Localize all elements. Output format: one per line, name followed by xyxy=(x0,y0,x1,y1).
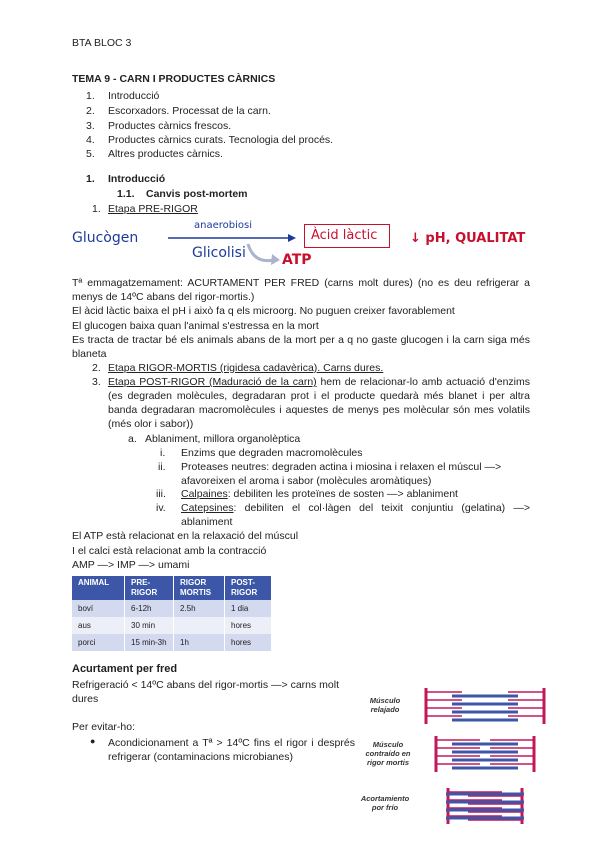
stage-post-rigor xyxy=(108,375,530,431)
table-cell: hores xyxy=(225,634,272,651)
table-row xyxy=(72,617,272,634)
paragraph-glucogen: El glucogen baixa quan l'animal s'estressa en la mort xyxy=(72,320,319,332)
sarcomere-cold-shortening xyxy=(446,788,524,824)
sub-letter: a. xyxy=(128,433,137,445)
stage-title: Etapa PRE-RIGOR xyxy=(108,203,198,215)
subsection-number: 1.1. xyxy=(117,188,135,200)
sub-text: Ablaniment, millora organolèptica xyxy=(145,433,301,445)
acid-box xyxy=(304,224,390,248)
roman-item xyxy=(181,488,530,502)
muscle-figure xyxy=(360,684,548,834)
figure-label-cold: Acortamiento por frío xyxy=(360,794,410,812)
toc-num: 1. xyxy=(86,90,95,102)
section-number: 1. xyxy=(86,173,95,185)
table-cell: 15 min-3h xyxy=(125,634,174,651)
table-cell: porci xyxy=(72,634,125,651)
figure-label-rigor: Músculo contraído en rigor mortis xyxy=(365,740,411,767)
table-header: RIGOR MORTIS xyxy=(174,576,225,600)
figure-label-relaxed: Músculo relajado xyxy=(369,696,401,714)
table-row xyxy=(72,600,272,617)
stage-title: Etapa RIGOR-MORTIS (rigidesa cadavèrica). Carns dures. xyxy=(108,362,384,374)
acid-label: Àcid làctic xyxy=(311,228,378,243)
section-title: Introducció xyxy=(108,173,166,185)
roman-item xyxy=(181,502,530,529)
toc-num: 3. xyxy=(86,120,95,132)
stage-number: 2. xyxy=(92,362,101,374)
roman-label: Catepsines xyxy=(181,502,234,514)
bullet-icon: ● xyxy=(90,736,96,746)
roman-label: Calpaines xyxy=(181,488,228,500)
acurtament-text: Refrigeració < 14ºC abans del rigor-mortis —> carns molt dures xyxy=(72,679,340,705)
roman-item xyxy=(181,461,530,488)
atp-line: El ATP està relacionat en la relaxació del múscul xyxy=(72,530,299,542)
stage-number: 1. xyxy=(92,203,101,215)
roman-text: Proteases neutres: degraden actina i miosina i relaxen el múscul —> afavoreixen el aroma i sabor (molècules aromàtiques) xyxy=(181,461,502,487)
anaerobiosi-label: anaerobiosi xyxy=(194,220,252,231)
roman-num: i. xyxy=(160,447,166,459)
table-cell: 2.5h xyxy=(174,600,225,617)
atp-label: ATP xyxy=(282,252,312,268)
roman-num: iii. xyxy=(156,488,166,500)
toc-item: Altres productes càrnics. xyxy=(108,148,223,160)
roman-text: : debiliten les proteïnes de sosten —> ablaniment xyxy=(227,488,458,500)
toc-item: Escorxadors. Processat de la carn. xyxy=(108,105,271,117)
ph-quality-label: ↓ pH, QUALITAT xyxy=(410,231,526,246)
stage-number: 3. xyxy=(92,376,101,388)
per-evitar-label: Per evitar-ho: xyxy=(72,721,136,733)
document-header: BTA BLOC 3 xyxy=(72,37,132,49)
table-row xyxy=(72,634,272,651)
toc-item: Productes càrnics curats. Tecnologia del procés. xyxy=(108,134,334,146)
sarcomere-diagram-icon xyxy=(422,684,548,834)
table-cell xyxy=(174,617,225,634)
paragraph-storage-temp: Tª emmagatzemament: ACURTAMENT PER FRED (carns molt dures) (no es deu refrigerar a menys de 14ºC abans del rigor-mortis.) xyxy=(72,277,530,303)
subsection-title: Canvis post-mortem xyxy=(146,188,248,200)
curved-arrow-icon xyxy=(244,240,280,268)
table-cell: 1h xyxy=(174,634,225,651)
table-cell: 1 dia xyxy=(225,600,272,617)
stage-description: hem de relacionar-lo amb actuació d'enzims (es degraden molècules, degradaran prot i el producte quedarà més blanet i per altra banda degradaran macromolècules i aquestes de menys pes molècular són mes volatils (més olor i sabor)) xyxy=(108,376,530,430)
glicolisi-label: Glicolisi xyxy=(192,245,246,261)
calci-line: I el calci està relacionat amb la contracció xyxy=(72,545,267,557)
toc-num: 2. xyxy=(86,105,95,117)
sarcomere-relaxed xyxy=(426,688,544,724)
table-header: ANIMAL xyxy=(72,576,125,600)
toc-num: 5. xyxy=(86,148,95,160)
glucogen-label: Glucògen xyxy=(72,230,139,246)
roman-num: iv. xyxy=(156,502,166,514)
topic-title: TEMA 9 - CARN I PRODUCTES CÀRNICS xyxy=(72,73,276,85)
sarcomere-rigor xyxy=(436,736,534,772)
toc-num: 4. xyxy=(86,134,95,146)
paragraph-treatment: Es tracta de tractar bé els animals abans de la mort per a q no gaste glucogen i la carn siga més blaneta xyxy=(72,334,530,360)
table-cell: aus xyxy=(72,617,125,634)
acurtament-bullet: Acondicionament a Tª > 14ºC fins el rigor i després refrigerar (contaminacions microbianes) xyxy=(108,737,355,763)
table-header: PRE-RIGOR xyxy=(125,576,174,600)
table-cell: boví xyxy=(72,600,125,617)
toc-item: Introducció xyxy=(108,90,160,102)
stage-title: Etapa POST-RIGOR (Maduració de la carn) xyxy=(108,376,317,388)
table-cell: hores xyxy=(225,617,272,634)
rigor-table xyxy=(72,576,272,651)
paragraph-lactic-acid: El àcid làctic baixa el pH i això fa q els microorg. No puguen creixer favorablement xyxy=(72,305,455,317)
amp-line: AMP —> IMP —> umami xyxy=(72,559,190,571)
table-header: POST-RIGOR xyxy=(225,576,272,600)
roman-item xyxy=(181,447,530,461)
acurtament-title: Acurtament per fred xyxy=(72,663,178,675)
roman-num: ii. xyxy=(158,461,166,473)
table-cell: 30 min xyxy=(125,617,174,634)
table-header-row xyxy=(72,576,272,600)
roman-text: Enzims que degraden macromolècules xyxy=(181,447,363,459)
toc-item: Productes càrnics frescos. xyxy=(108,120,232,132)
roman-text: : debiliten el col·làgen del teixit conjuntiu (gelatina) —> ablaniment xyxy=(181,502,530,528)
table-cell: 6-12h xyxy=(125,600,174,617)
